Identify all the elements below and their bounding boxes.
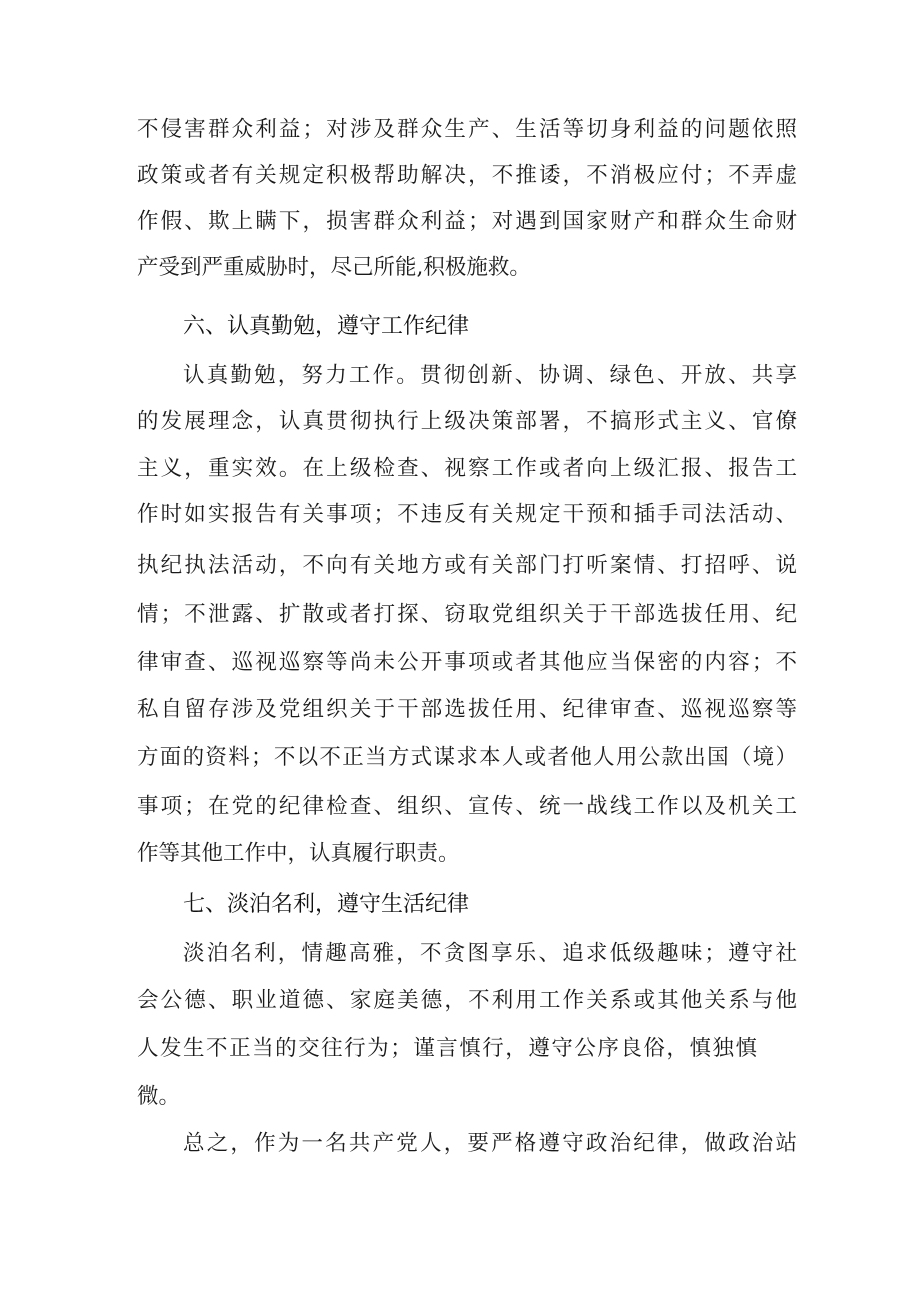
- paragraph-line: 微。: [137, 1084, 181, 1109]
- paragraph-line: 作假、欺上瞒下，损害群众利益；对遇到国家财产和群众生命财: [137, 209, 797, 234]
- section-heading-6: 六、认真勤勉，遵守工作纪律: [183, 314, 470, 339]
- paragraph-line: 主义，重实效。在上级检查、视察工作或者向上级汇报、报告工: [137, 456, 797, 481]
- paragraph-line: 事项；在党的纪律检查、组织、宣传、统一战线工作以及机关工: [137, 794, 797, 819]
- paragraph-line: 人发生不正当的交往行为；谨言慎行，遵守公序良俗，慎独慎: [137, 1036, 757, 1061]
- paragraph-line: 认真勤勉，努力工作。贯彻创新、协调、绿色、开放、共享: [183, 363, 797, 388]
- paragraph-line: 会公德、职业道德、家庭美德，不利用工作关系或其他关系与他: [137, 988, 797, 1013]
- paragraph-line: 产受到严重威胁时，尽己所能,积极施救。: [137, 255, 531, 280]
- paragraph-line: 淡泊名利，情趣高雅，不贪图享乐、追求低级趣味；遵守社: [183, 941, 797, 966]
- paragraph-line: 总之，作为一名共产党人，要严格遵守政治纪律，做政治站: [183, 1131, 797, 1156]
- paragraph-line: 不侵害群众利益；对涉及群众生产、生活等切身利益的问题依照: [137, 117, 797, 142]
- section-heading-7: 七、淡泊名利，遵守生活纪律: [183, 892, 470, 917]
- paragraph-line: 律审查、巡视巡察等尚未公开事项或者其他应当保密的内容；不: [137, 650, 797, 675]
- paragraph-line: 执纪执法活动，不向有关地方或有关部门打听案情、打招呼、说: [137, 553, 797, 578]
- paragraph-line: 政策或者有关规定积极帮助解决，不推诿，不消极应付；不弄虚: [137, 163, 797, 188]
- paragraph-line: 的发展理念，认真贯彻执行上级决策部署，不搞形式主义、官僚: [137, 409, 797, 434]
- paragraph-line: 私自留存涉及党组织关于干部选拔任用、纪律审查、巡视巡察等: [137, 697, 797, 722]
- paragraph-line: 作时如实报告有关事项；不违反有关规定干预和插手司法活动、: [137, 502, 797, 527]
- paragraph-line: 方面的资料；不以不正当方式谋求本人或者他人用公款出国（境）: [137, 745, 797, 770]
- paragraph-line: 作等其他工作中，认真履行职责。: [137, 841, 460, 866]
- paragraph-line: 情；不泄露、扩散或者打探、窃取党组织关于干部选拔任用、纪: [137, 602, 797, 627]
